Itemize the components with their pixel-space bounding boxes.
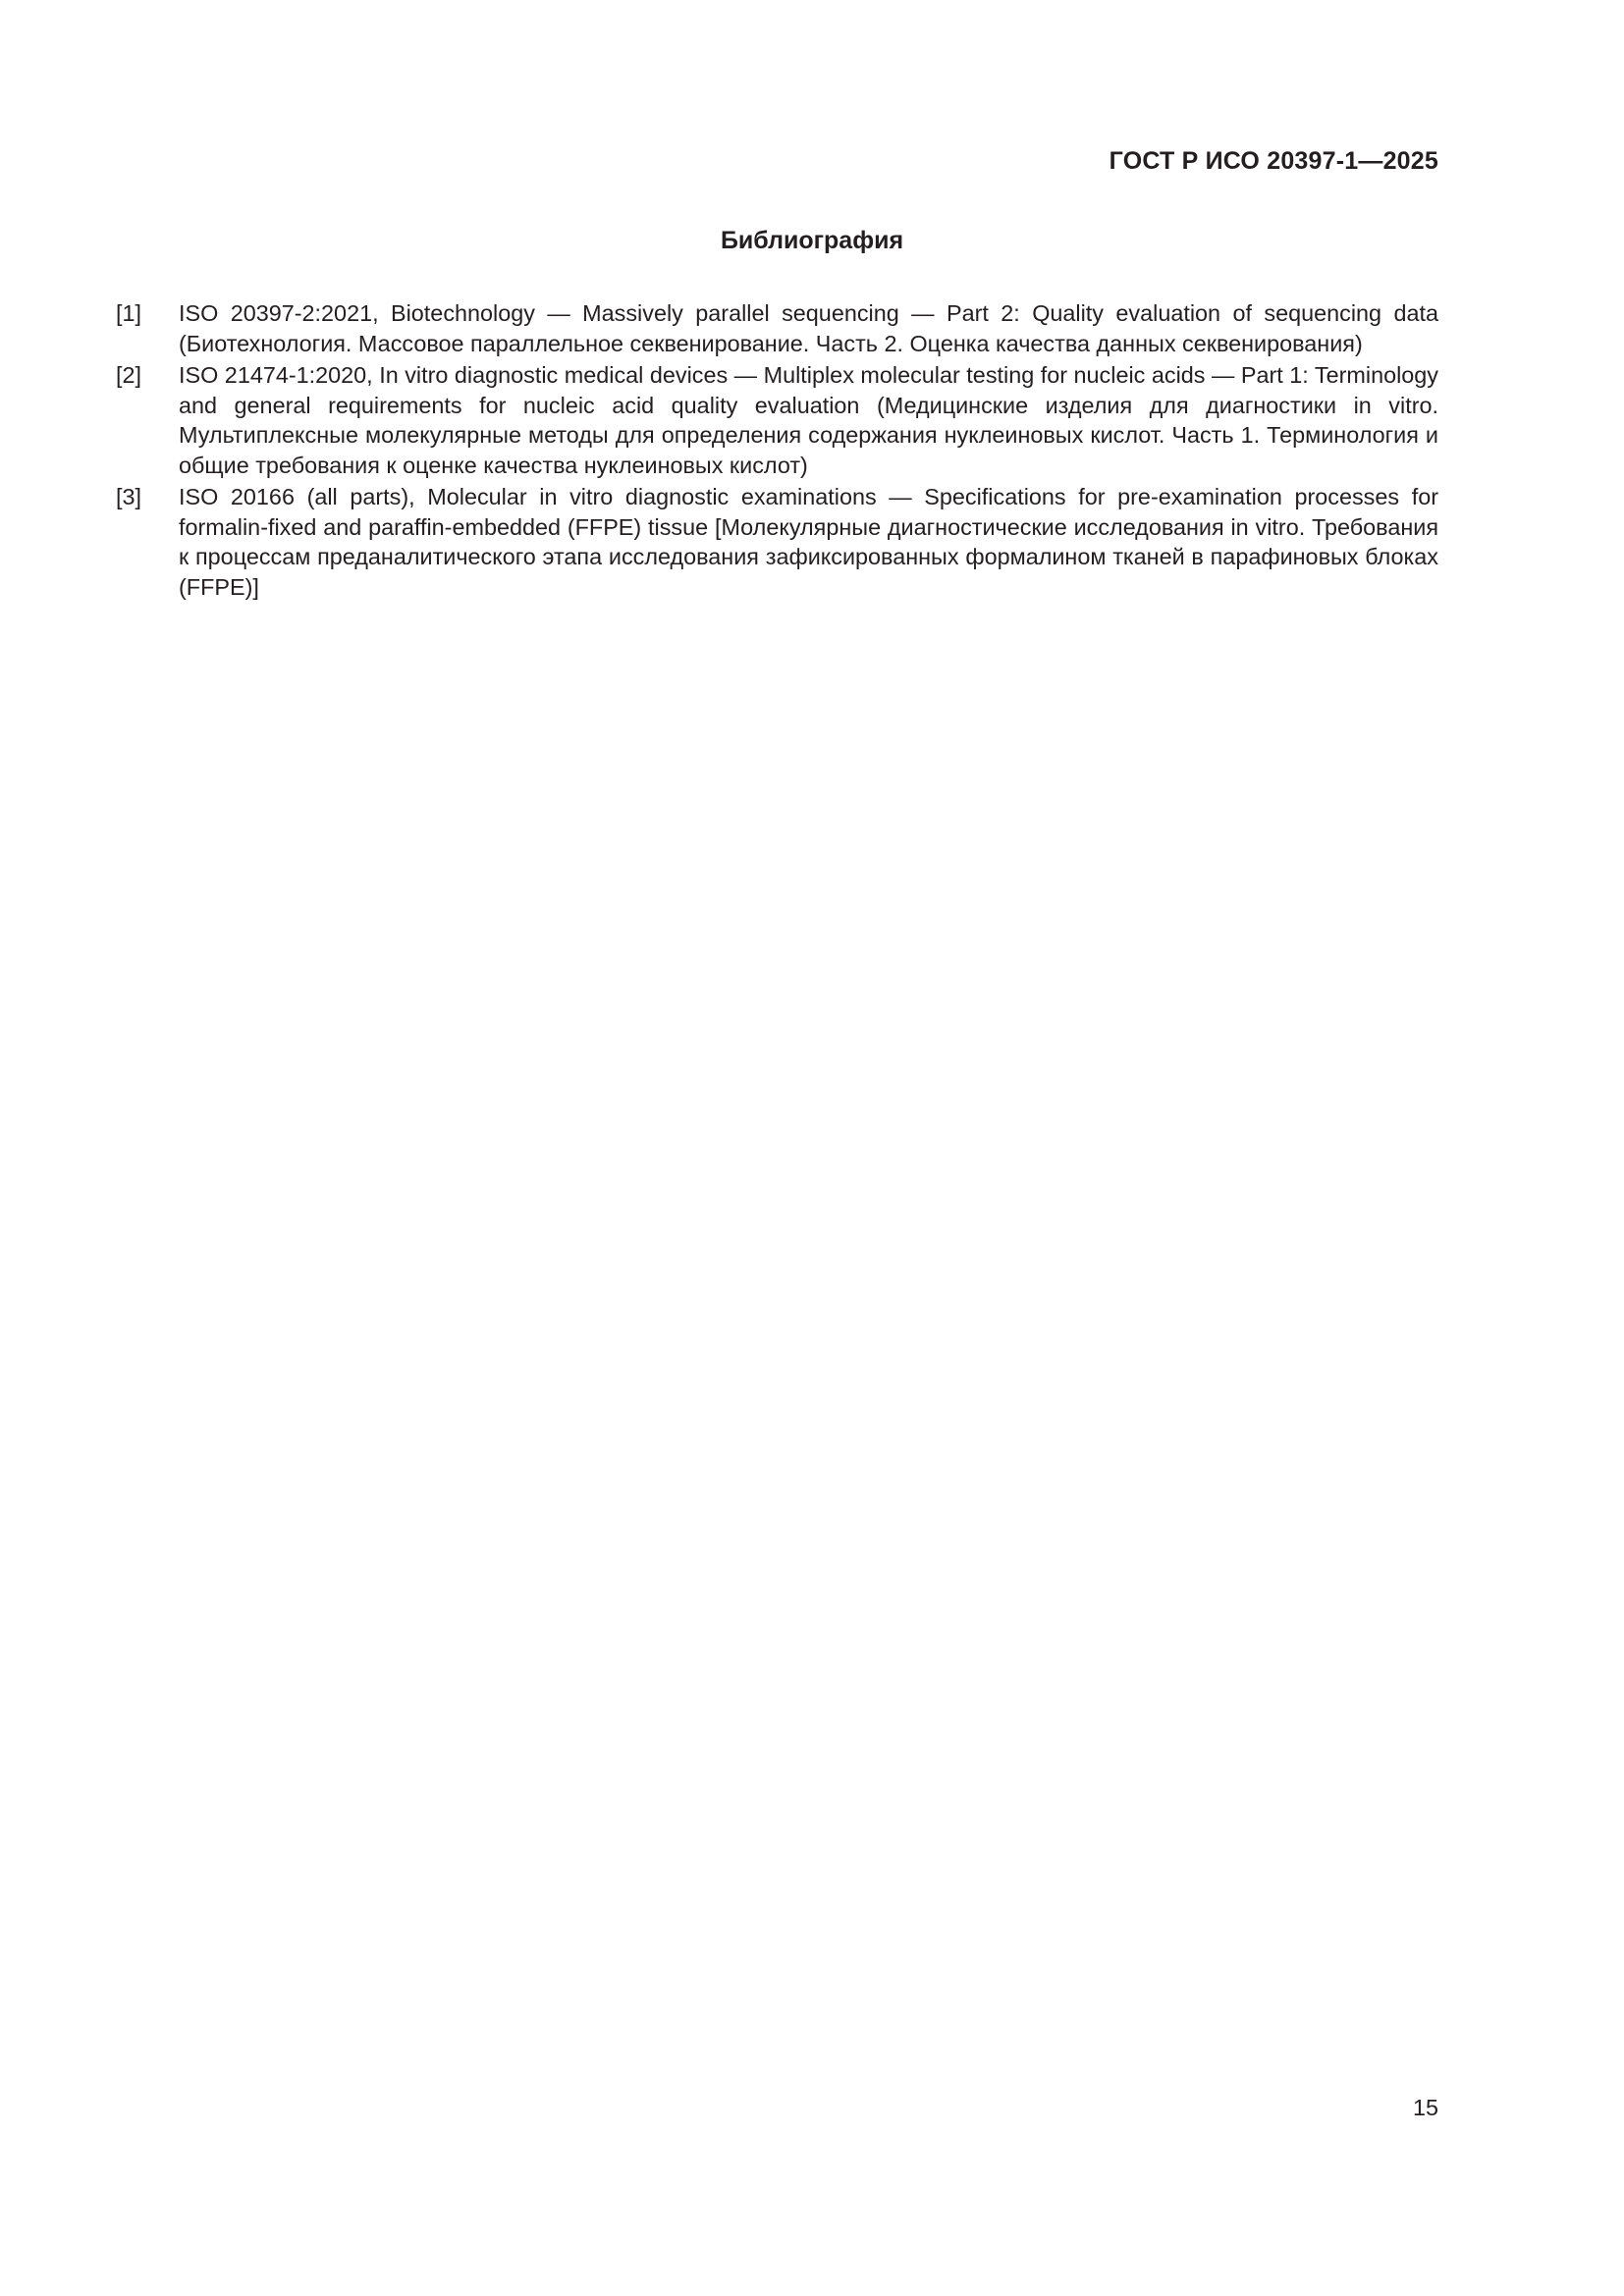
bibliography-entry-number: [2] bbox=[116, 362, 142, 388]
document-code: ГОСТ Р ИСО 20397-1—2025 bbox=[1109, 147, 1438, 175]
bibliography-entry bbox=[116, 360, 1438, 480]
bibliography-entry-text: ISO 21474-1:2020, In vitro diagnostic medical devices — Multiplex molecular testing for nucleic acids — Part 1: Terminology and general requirements for nucleic acid quality evaluation (Медицинские изделия для диагностики in vitro. Мультиплексные молекулярные методы для определения содержания нуклеиновых кислот. Часть 1. Терминология и общие требования к оценке качества нуклеиновых кислот) bbox=[179, 362, 1438, 478]
bibliography-entry-number: [1] bbox=[116, 300, 142, 326]
page-number: 15 bbox=[1412, 2095, 1438, 2120]
bibliography-list bbox=[116, 298, 1438, 604]
bibliography-entry bbox=[116, 482, 1438, 602]
section-title: Библиография bbox=[720, 227, 904, 254]
bibliography-entry bbox=[116, 298, 1438, 358]
bibliography-entry-number: [3] bbox=[116, 484, 142, 509]
bibliography-entry-text: ISO 20166 (all parts), Molecular in vitro diagnostic examinations — Specifications for pre-examination processes for formalin-fixed and paraffin-embedded (FFPE) tissue [Молекулярные диагностические исследования in vitro. Требования к процессам преданалитического этапа исследования зафиксированных формалином тканей в парафиновых блоках (FFPE)] bbox=[179, 484, 1438, 600]
bibliography-entry-text: ISO 20397-2:2021, Biotechnology — Massively parallel sequencing — Part 2: Quality evaluation of sequencing data (Биотехнология. Массовое параллельное секвенирование. Часть 2. Оценка качества данных секвенирования) bbox=[179, 300, 1438, 356]
